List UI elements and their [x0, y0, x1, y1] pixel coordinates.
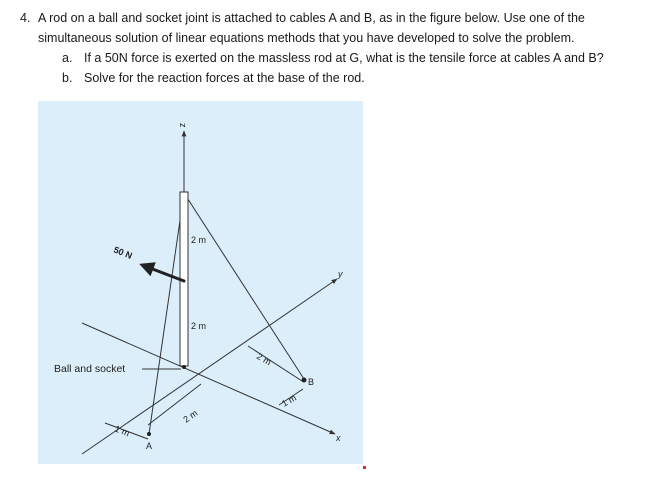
question-number: 4.: [20, 11, 31, 25]
axis-z-label: z: [178, 123, 188, 128]
force-arrow: [142, 265, 184, 281]
rod-figure: [38, 101, 363, 464]
question-part-b: [20, 68, 660, 88]
force-label: 50 N: [112, 244, 134, 261]
question-text-line1: A rod on a ball and socket joint is attached to cables A and B, as in the figure below. Use one of the: [38, 11, 585, 25]
question-intro: [20, 8, 660, 28]
axis-x-label: x: [336, 433, 341, 443]
label-2m-upper-rod: 2 m: [191, 235, 207, 245]
label-2m-right: 2 m: [255, 351, 274, 368]
part-a-text: If a 50N force is exerted on the massless rod at G, what is the tensile force at cables A and B?: [84, 51, 604, 65]
part-a-marker: a.: [62, 51, 73, 65]
axis-y-label: y: [338, 269, 343, 279]
cable-B: [184, 193, 304, 379]
label-point-A: A: [146, 441, 153, 451]
question-block: [20, 8, 660, 88]
point-A-dot: [147, 432, 151, 436]
question-text-line2: simultaneous solution of linear equations methods that you have developed to solve the problem.: [38, 31, 575, 45]
stray-red-mark: [363, 466, 366, 469]
part-b-text: Solve for the reaction forces at the base of the rod.: [84, 71, 365, 85]
point-B-dot: [302, 378, 307, 383]
label-1m-left: 1 m: [113, 423, 131, 439]
cable-A: [149, 193, 184, 434]
ball-socket-joint: [182, 365, 186, 369]
question-part-a: [20, 48, 660, 68]
x-axis: [82, 323, 335, 434]
ball-socket-label: Ball and socket: [54, 363, 126, 375]
label-2m-bottom: 2 m: [181, 407, 200, 425]
label-1m-right: 1 m: [280, 392, 299, 409]
part-b-marker: b.: [62, 71, 73, 85]
label-2m-lower-rod: 2 m: [191, 321, 207, 331]
rod-diagram: [38, 101, 363, 464]
label-point-B: B: [308, 377, 315, 387]
